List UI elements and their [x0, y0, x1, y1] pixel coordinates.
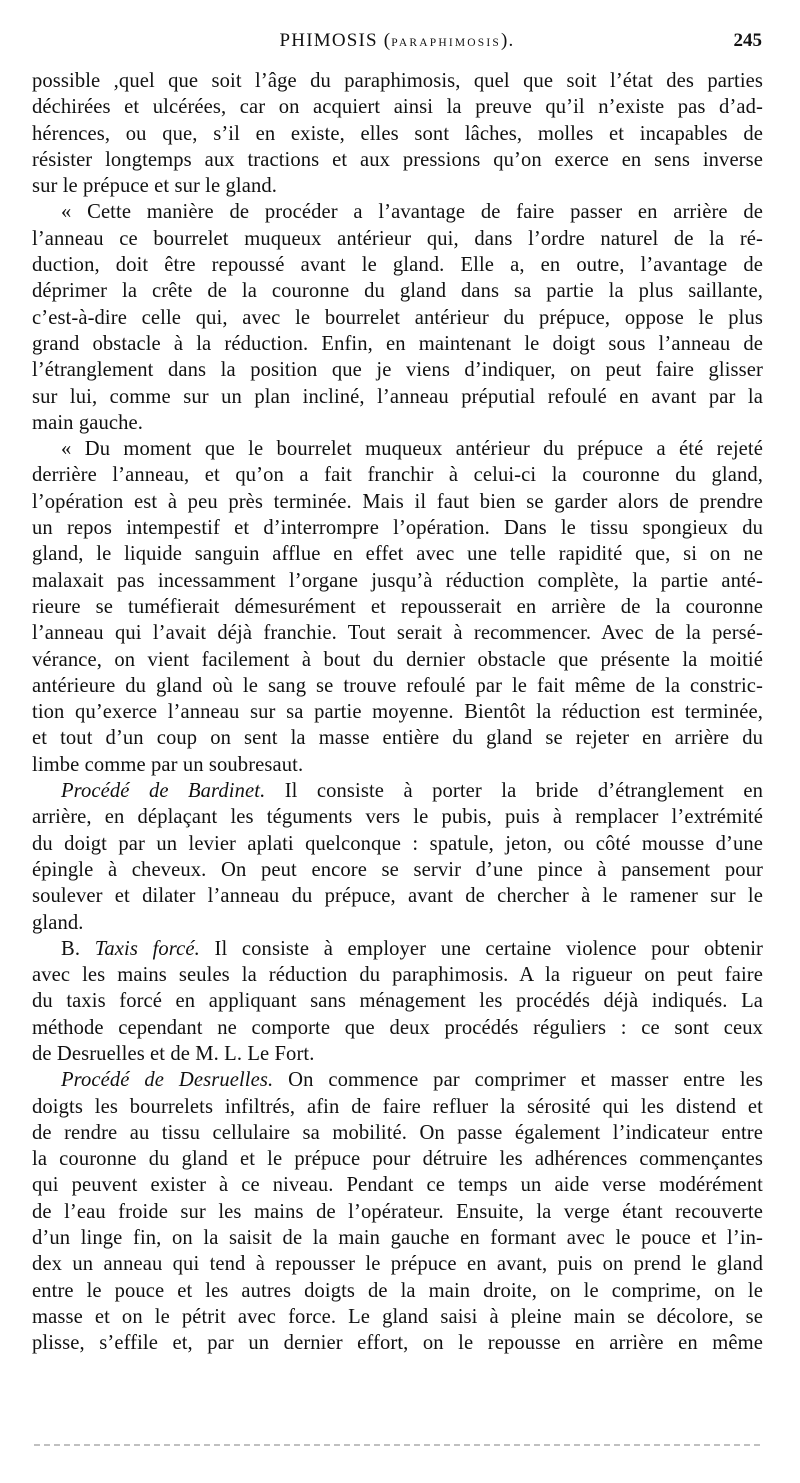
section-letter: B.: [61, 937, 95, 960]
text-line: méthode cependant ne comporte que deux procédés réguliers : ce sont ceux: [32, 1016, 763, 1039]
text-line: d’un linge fin, on la saisit de la main gauche en formant avec le pouce et l’in-: [32, 1227, 763, 1250]
text-line: grand obstacle à la réduction. Enfin, en maintenant le doigt sous l’anneau de: [32, 332, 763, 355]
page-number: 245: [733, 30, 762, 51]
text-line: du taxis forcé en appliquant sans ménagement les procédés déjà indiqués. La: [32, 990, 763, 1013]
text-line: « Du moment que le bourrelet muqueux antérieur du prépuce a été rejeté: [61, 438, 763, 461]
text-line: l’anneau qui l’avait déjà franchie. Tout serait à recommencer. Avec de la persé-: [32, 622, 763, 645]
title-end: ).: [501, 30, 515, 51]
section-title-bardinet: Procédé de Bardinet.: [61, 780, 266, 803]
text-line: épingle à cheveux. On peut encore se servir d’une pince à pansement pour: [32, 858, 763, 881]
running-title: [32, 30, 762, 52]
text-line: sur le prépuce et sur le gland.: [32, 175, 277, 198]
text-line: derrière l’anneau, et qu’on a fait franchir à celui-ci la couronne du gland,: [32, 464, 763, 487]
text-line: « Cette manière de procéder a l’avantage de faire passer en arrière de: [61, 201, 763, 224]
text-line: de rendre au tissu cellulaire sa mobilité. On passe également l’indicateur entre: [32, 1121, 763, 1144]
text-line: de l’eau froide sur les mains de l’opérateur. Ensuite, la verge étant recouverte: [32, 1200, 763, 1223]
text-line: et tout d’un coup on sent la masse entière du gland se rejeter en arrière du: [32, 727, 763, 750]
text-line: l’étranglement dans la position que je viens d’indiquer, on peut faire glisser: [32, 359, 763, 382]
text-line: gland, le liquide sanguin afflue en effet avec une telle rapidité que, si on ne: [32, 543, 763, 566]
text-line: limbe comme par un soubresaut.: [32, 753, 304, 776]
text-line: plisse, s’effile et, par un dernier effort, on le repousse en arrière en même: [32, 1332, 763, 1355]
text-line: B. Taxis forcé. Il consiste à employer une certaine violence pour obtenir: [61, 937, 763, 960]
text-line: main gauche.: [32, 411, 143, 434]
text-line: un repos intempestif et d’interrompre l’opération. Dans le tissu spongieux du: [32, 517, 763, 540]
section-title-taxis: Taxis forcé.: [94, 937, 200, 960]
text-line: vérance, on vient facilement à bout du dernier obstacle que présente la moitié: [32, 648, 763, 671]
text-line: Procédé de Desruelles. On commence par comprimer et masser entre les: [61, 1069, 763, 1092]
text-line: sur lui, comme sur un plan incliné, l’anneau préputial refoulé en avant par la: [32, 385, 763, 408]
text-line: rieure se tuméfierait démesurément et repousserait en arrière de la couronne: [32, 595, 763, 618]
text-line: doigts les bourrelets infiltrés, afin de faire refluer la sérosité qui les distend et: [32, 1095, 763, 1118]
bottom-scan-rule: [34, 1444, 760, 1446]
text-line: c’est-à-dire celle qui, avec le bourrelet antérieur du prépuce, oppose le plus: [32, 306, 763, 329]
text-line: entre le pouce et les autres doigts de la main droite, on le comprime, on le: [32, 1279, 763, 1302]
section-title-desruelles: Procédé de Desruelles.: [61, 1069, 274, 1092]
text-line: possible ,quel que soit l’âge du paraphimosis, quel que soit l’état des parties: [32, 70, 763, 92]
text-line: gland.: [32, 911, 84, 934]
text-line: la couronne du gland et le prépuce pour détruire les adhérences commençantes: [32, 1148, 763, 1171]
text-line: déprimer la crête de la couronne du gland dans sa partie la plus saillante,: [32, 280, 763, 303]
text-line: déchirées et ulcérées, car on acquiert ainsi la preuve qu’il n’existe pas d’ad-: [32, 96, 763, 119]
text-line: avec les mains seules la réduction du paraphimosis. A la rigueur on peut faire: [32, 964, 763, 987]
text-line: soulever et dilater l’anneau du prépuce, avant de chercher à le ramener sur le: [32, 885, 763, 908]
text-line: l’anneau ce bourrelet muqueux antérieur qui, dans l’ordre naturel de la ré-: [32, 227, 763, 250]
text-line: Procédé de Bardinet. Il consiste à porter la bride d’étranglement en: [61, 780, 763, 803]
title-main: PHIMOSIS (: [279, 30, 392, 51]
text-line: résister longtemps aux tractions et aux pressions qu’on exerce en sens inverse: [32, 148, 763, 171]
text-line: tion qu’exerce l’anneau sur sa partie moyenne. Bientôt la réduction est terminée,: [32, 701, 763, 724]
text-line: masse et on le pétrit avec force. Le gland saisi à pleine main se décolore, se: [32, 1305, 763, 1328]
text-line: de Desruelles et de M. L. Le Fort.: [32, 1042, 315, 1065]
text-line: l’opération est à peu près terminée. Mais il faut bien se garder alors de prendre: [32, 490, 763, 513]
text-line: antérieure du gland où le sang se trouve refoulé par le fait même de la constric-: [32, 674, 763, 697]
body-text: [32, 68, 763, 1357]
text-line: arrière, en déplaçant les téguments vers le pubis, puis à remplacer l’extrémité: [32, 806, 763, 829]
text-line: du doigt par un levier aplati quelconque : spatule, jeton, ou côté mousse d’une: [32, 832, 763, 855]
text-line: hérences, ou que, s’il en existe, elles sont lâches, molles et incapables de: [32, 122, 763, 145]
text-line: qui peuvent exister à ce niveau. Pendant ce temps un aide verse modérément: [32, 1174, 763, 1197]
running-header: [32, 30, 762, 58]
text-line: malaxait pas incessamment l’organe jusqu’à réduction complète, la partie anté-: [32, 569, 763, 592]
text-line: duction, doit être repoussé avant le gland. Elle a, en outre, l’avantage de: [32, 254, 763, 277]
text-line: dex un anneau qui tend à repousser le prépuce en avant, puis on prend le gland: [32, 1253, 763, 1276]
title-subtitle-smallcaps: PARAPHIMOSIS: [391, 37, 501, 49]
